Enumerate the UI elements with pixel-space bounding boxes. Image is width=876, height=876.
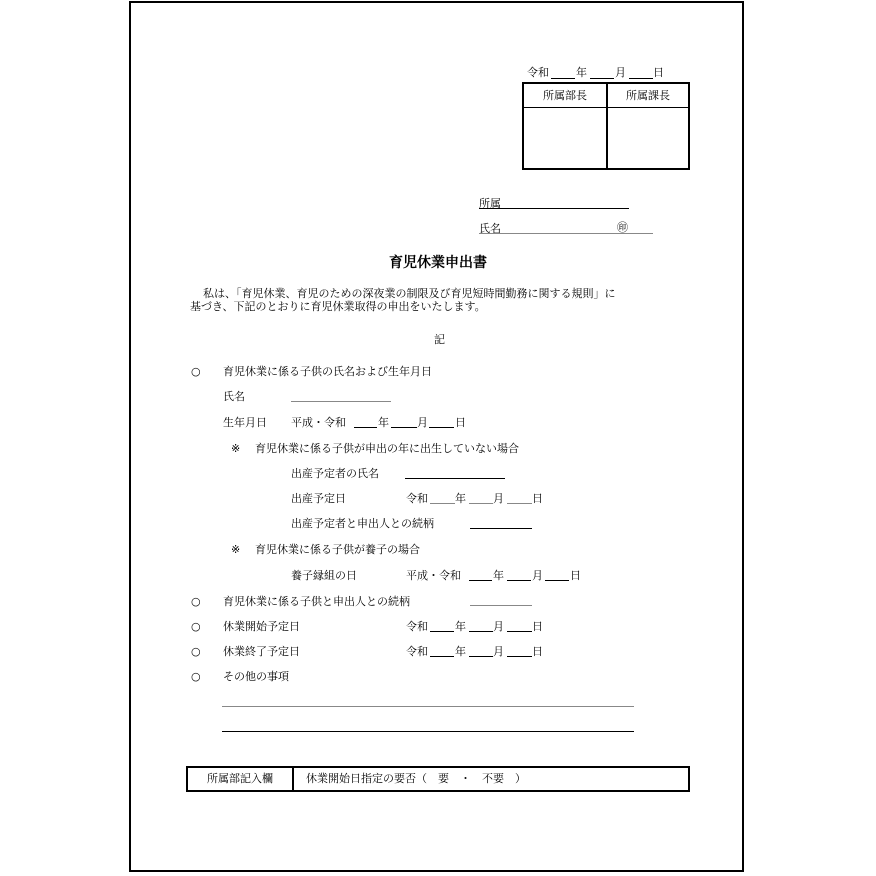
adoption-month: 月 <box>532 569 543 582</box>
seal-mark: ㊞ <box>617 221 628 234</box>
s1-heading: 育児休業に係る子供の氏名および生年月日 <box>223 365 432 378</box>
other-matters-line-2[interactable] <box>222 731 634 732</box>
s1-name-blank[interactable] <box>291 401 391 402</box>
relation-blank[interactable] <box>470 528 532 529</box>
expected-parent-blank[interactable] <box>405 478 505 479</box>
s4-day-blank[interactable] <box>507 656 532 657</box>
s3-month: 月 <box>493 620 504 633</box>
approval-stamp-box <box>522 82 690 170</box>
s4-label: 休業終了予定日 <box>223 645 300 658</box>
s4-era: 令和 <box>406 645 428 658</box>
date-year: 年 <box>576 66 587 79</box>
department-entry-divider <box>292 768 294 790</box>
s3-day-blank[interactable] <box>507 631 532 632</box>
adoption-year-blank[interactable] <box>469 580 492 581</box>
document-title: 育児休業申出書 <box>389 255 487 271</box>
s1-day-blank[interactable] <box>429 427 454 428</box>
s1-year-blank[interactable] <box>354 427 377 428</box>
adoption-month-blank[interactable] <box>507 580 531 581</box>
adoption-day-blank[interactable] <box>545 580 569 581</box>
s3-month-blank[interactable] <box>469 631 493 632</box>
due-year-blank[interactable] <box>430 503 455 504</box>
s1-year: 年 <box>378 416 389 429</box>
stamp-col2-header: 所属課長 <box>626 89 670 102</box>
name-label: 氏名 <box>479 222 501 235</box>
adoption-year: 年 <box>493 569 504 582</box>
due-date-label: 出産予定日 <box>291 492 346 505</box>
note2-text: 育児休業に係る子供が養子の場合 <box>255 543 420 556</box>
s2-blank[interactable] <box>470 605 532 606</box>
s3-label: 休業開始予定日 <box>223 620 300 633</box>
adoption-era-choice: 平成・令和 <box>406 569 461 582</box>
note1-text: 育児休業に係る子供が申出の年に出生していない場合 <box>255 442 519 455</box>
adoption-label: 養子縁組の日 <box>291 569 357 582</box>
s4-year-blank[interactable] <box>430 656 454 657</box>
date-day: 日 <box>653 66 664 79</box>
s1-month-blank[interactable] <box>391 427 417 428</box>
note2-mark: ※ <box>231 543 241 556</box>
expected-parent-label: 出産予定者の氏名 <box>291 467 379 480</box>
s4-day: 日 <box>532 645 543 658</box>
bullet-2: ○ <box>191 595 201 608</box>
bullet-3: ○ <box>191 620 201 633</box>
s1-birth-label: 生年月日 <box>223 416 267 429</box>
s3-year: 年 <box>455 620 466 633</box>
due-day: 日 <box>532 492 543 505</box>
s1-era-choice: 平成・令和 <box>291 416 346 429</box>
s1-month: 月 <box>417 416 428 429</box>
affiliation-label: 所属 <box>479 197 501 210</box>
date-year-blank[interactable] <box>551 78 575 79</box>
s4-month: 月 <box>493 645 504 658</box>
s2-label: 育児休業に係る子供と申出人との続柄 <box>223 595 410 608</box>
intro-line-2: 基づき、下記のとおりに育児休業取得の申出をいたします。 <box>190 300 486 313</box>
department-entry-content[interactable]: 休業開始日指定の要否（ 要 ・ 不要 ） <box>306 772 526 785</box>
affiliation-blank[interactable] <box>479 208 629 209</box>
s3-year-blank[interactable] <box>430 631 454 632</box>
other-matters-line-1[interactable] <box>222 706 634 707</box>
department-entry-label: 所属部記入欄 <box>207 772 273 785</box>
due-era: 令和 <box>406 492 428 505</box>
s3-era: 令和 <box>406 620 428 633</box>
s1-name-label: 氏名 <box>223 390 245 403</box>
relation-label: 出産予定者と申出人との続柄 <box>291 517 434 530</box>
s1-day: 日 <box>455 416 466 429</box>
stamp-col1-header: 所属部長 <box>543 89 587 102</box>
date-month: 月 <box>615 66 626 79</box>
s4-month-blank[interactable] <box>469 656 493 657</box>
due-day-blank[interactable] <box>507 503 532 504</box>
note1-mark: ※ <box>231 442 241 455</box>
bullet-1: ○ <box>191 365 201 378</box>
due-year: 年 <box>455 492 466 505</box>
date-era: 令和 <box>527 66 549 79</box>
s5-label: その他の事項 <box>223 670 289 683</box>
intro-line-1: 私は、「育児休業、育児のための深夜業の制限及び育児短時間勤務に関する規則」に <box>203 287 616 300</box>
adoption-day: 日 <box>570 569 581 582</box>
ki-heading: 記 <box>434 333 445 346</box>
bullet-4: ○ <box>191 645 201 658</box>
due-month: 月 <box>493 492 504 505</box>
date-day-blank[interactable] <box>629 78 653 79</box>
due-month-blank[interactable] <box>469 503 493 504</box>
s4-year: 年 <box>455 645 466 658</box>
bullet-5: ○ <box>191 670 201 683</box>
department-entry-box <box>186 766 690 792</box>
s3-day: 日 <box>532 620 543 633</box>
date-month-blank[interactable] <box>590 78 614 79</box>
